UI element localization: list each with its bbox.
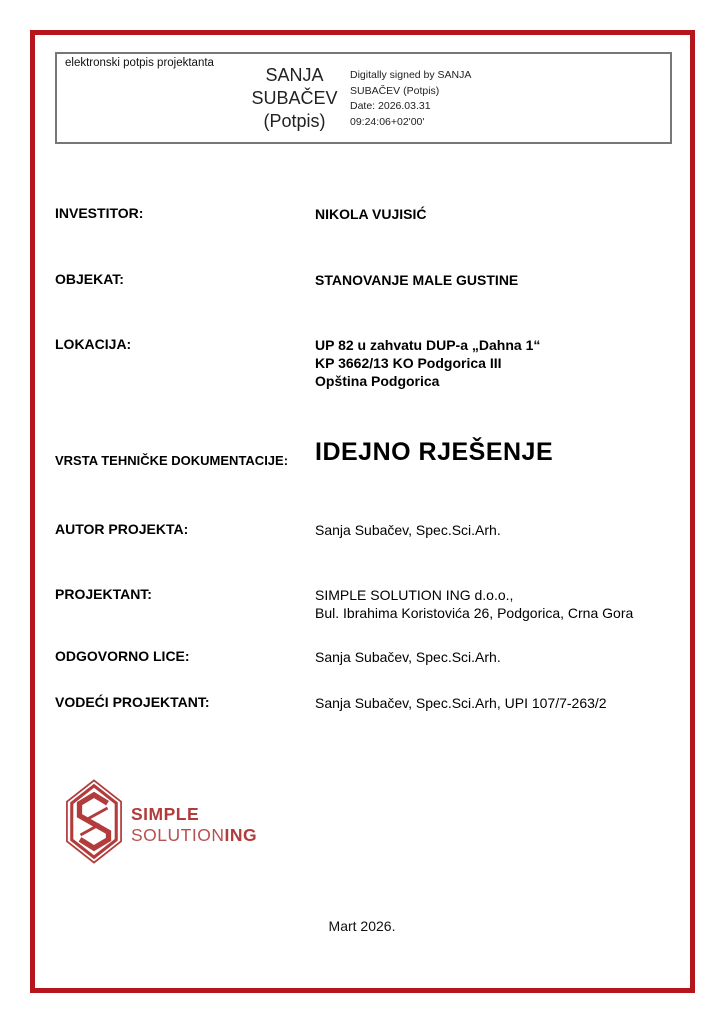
autor-value: Sanja Subačev, Spec.Sci.Arh. (315, 522, 501, 538)
objekat-value: STANOVANJE MALE GUSTINE (315, 272, 519, 288)
investitor-label: INVESTITOR: (55, 205, 144, 221)
lokacija-line-1: UP 82 u zahvatu DUP-a „Dahna 1“ (315, 337, 541, 353)
projektant-line-2: Bul. Ibrahima Koristovića 26, Podgorica, Crna Gora (315, 605, 634, 621)
hexagon-s-logo-icon (65, 778, 123, 865)
lokacija-line-3: Opština Podgorica (315, 373, 440, 389)
document-date: Mart 2026. (328, 918, 396, 934)
lokacija-label: LOKACIJA: (55, 336, 132, 352)
logo-word-simple: SIMPLE (131, 804, 200, 824)
odgovorno-label: ODGOVORNO LICE: (55, 648, 190, 664)
autor-label: AUTOR PROJEKTA: (55, 521, 189, 537)
signature-box-caption: elektronski potpis projektanta (65, 57, 214, 69)
logo-wordmark (131, 778, 257, 847)
projektant-value (315, 586, 633, 622)
lokacija-value (315, 336, 540, 390)
investitor-value: NIKOLA VUJISIĆ (315, 206, 427, 222)
vrsta-value-document-type: IDEJNO RJEŠENJE (315, 438, 554, 466)
signer-line-3: (Potpis) (263, 111, 326, 131)
signer-line-2: SUBAČEV (251, 88, 338, 108)
vodeci-value: Sanja Subačev, Spec.Sci.Arh, UPI 107/7-263/2 (315, 695, 607, 711)
signature-details-line-2: SUBAČEV (Potpis) (350, 84, 440, 97)
projektant-label: PROJEKTANT: (55, 586, 152, 602)
objekat-label: OBJEKAT: (55, 271, 124, 287)
vrsta-label: VRSTA TEHNIČKE DOKUMENTACIJE: (55, 453, 289, 468)
signer-line-1: SANJA (265, 65, 324, 85)
signature-details-line-3: Date: 2026.03.31 (350, 100, 431, 112)
projektant-line-1: SIMPLE SOLUTION ING d.o.o., (315, 587, 514, 603)
signature-details (350, 68, 471, 130)
vodeci-label: VODEĆI PROJEKTANT: (55, 694, 210, 710)
logo-word-solution: SOLUTION (131, 825, 225, 845)
odgovorno-value: Sanja Subačev, Spec.Sci.Arh. (315, 649, 501, 665)
simple-solution-ing-logo (65, 778, 257, 865)
logo-word-ing: ING (224, 825, 258, 845)
electronic-signature-box (55, 52, 672, 144)
signature-details-line-1: Digitally signed by SANJA (350, 69, 472, 81)
signature-signer-name (232, 64, 357, 133)
lokacija-line-2: KP 3662/13 KO Podgorica III (315, 355, 502, 371)
signature-details-line-4: 09:24:06+02'00' (350, 115, 425, 128)
